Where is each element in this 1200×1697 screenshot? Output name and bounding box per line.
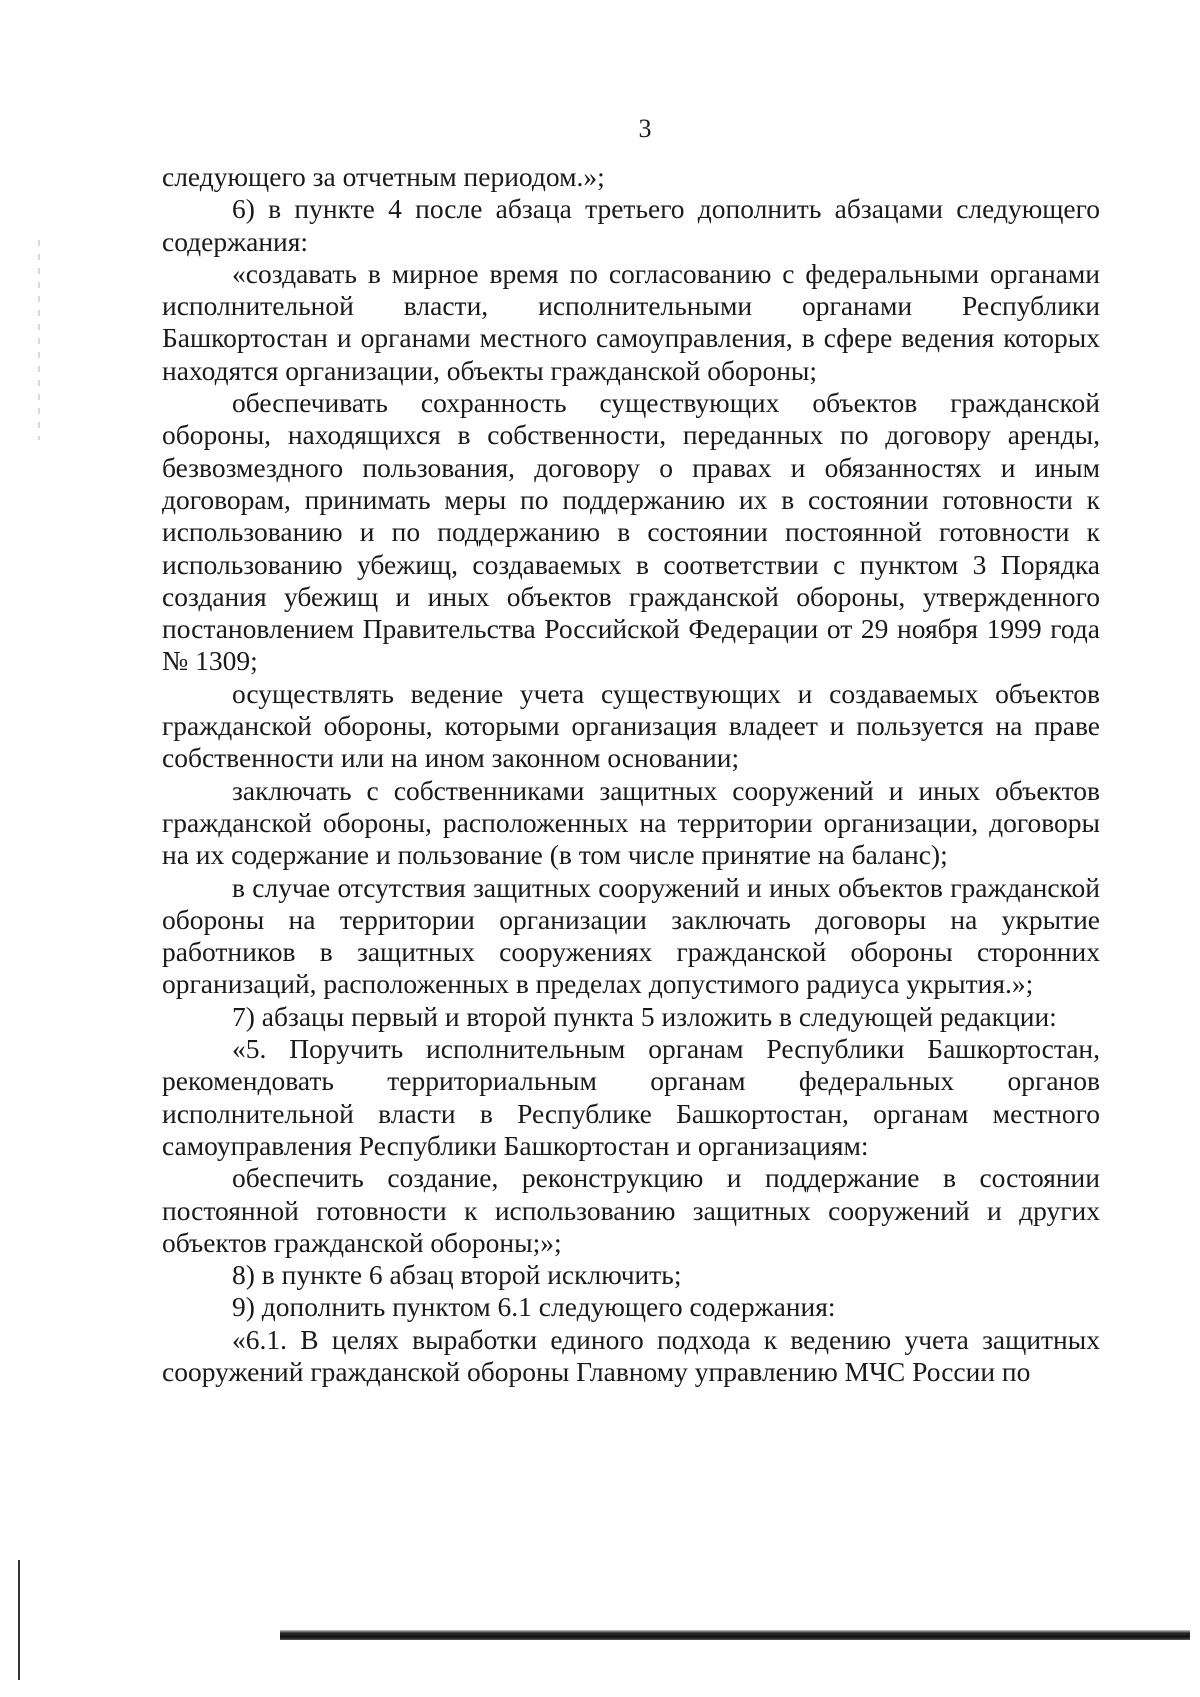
- paragraph: в случае отсутствия защитных сооружений и иных объектов гражданской обороны на территории организации заключать договоры на укрытие работников в защитных сооружениях гражданской обороны сторонних организаций, расположенных в пределах допустимого радиуса укрытия.»;: [162, 871, 1100, 1000]
- paragraph: обеспечивать сохранность существующих объектов гражданской обороны, находящихся в собственности, переданных по договору аренды, безвозмездного пользования, договору о правах и обязанностях и иным договорам, принимать меры по поддержанию их в состоянии готовности к использованию и по поддержанию в состоянии постоянной готовности к использованию убежищ, создаваемых в соответствии с пунктом 3 Порядка создания убежищ и иных объектов гражданской обороны, утвержденного постановлением Правительства Российской Федерации от 29 ноября 1999 года № 1309;: [162, 387, 1100, 677]
- paragraph: заключать с собственниками защитных сооружений и иных объектов гражданской обороны, расположенных на территории организации, договоры на их содержание и пользование (в том числе принятие на баланс);: [162, 774, 1100, 871]
- document-body: [162, 161, 1100, 1388]
- scan-bottom-bar: [280, 1630, 1190, 1640]
- page-number: 3: [638, 114, 652, 143]
- paragraph: следующего за отчетным периодом.»;: [162, 161, 605, 192]
- paragraph: осуществлять ведение учета существующих и создаваемых объектов гражданской обороны, которыми организация владеет и пользуется на праве собственности или на ином законном основании;: [162, 677, 1100, 774]
- scan-edge-marks: [38, 240, 40, 440]
- paragraph: «6.1. В целях выработки единого подхода к ведению учета защитных сооружений гражданской обороны Главному управлению МЧС России по: [162, 1323, 1100, 1387]
- paragraph: 7) абзацы первый и второй пункта 5 изложить в следующей редакции:: [232, 1000, 1057, 1032]
- paragraph: 6) в пункте 4 после абзаца третьего дополнить абзацами следующего содержания:: [162, 193, 1100, 257]
- scan-edge-line: [18, 1560, 20, 1680]
- paragraph: «5. Поручить исполнительным органам Республики Башкортостан, рекомендовать территориальным органам федеральных органов исполнительной власти в Республике Башкортостан, органам местного самоуправления Республики Башкортостан и организациям:: [162, 1033, 1100, 1161]
- paragraph: «создавать в мирное время по согласованию с федеральными органами исполнительной власти, исполнительными органами Республики Башкортостан и органами местного самоуправления, в сфере ведения которых находятся организации, объекты гражданской обороны;: [162, 257, 1100, 386]
- paragraph: обеспечить создание, реконструкцию и поддержание в состоянии постоянной готовности к использованию защитных сооружений и других объектов гражданской обороны;»;: [162, 1162, 1100, 1258]
- paragraph: 9) дополнить пунктом 6.1 следующего содержания:: [232, 1291, 836, 1323]
- paragraph: 8) в пункте 6 абзац второй исключить;: [232, 1259, 682, 1291]
